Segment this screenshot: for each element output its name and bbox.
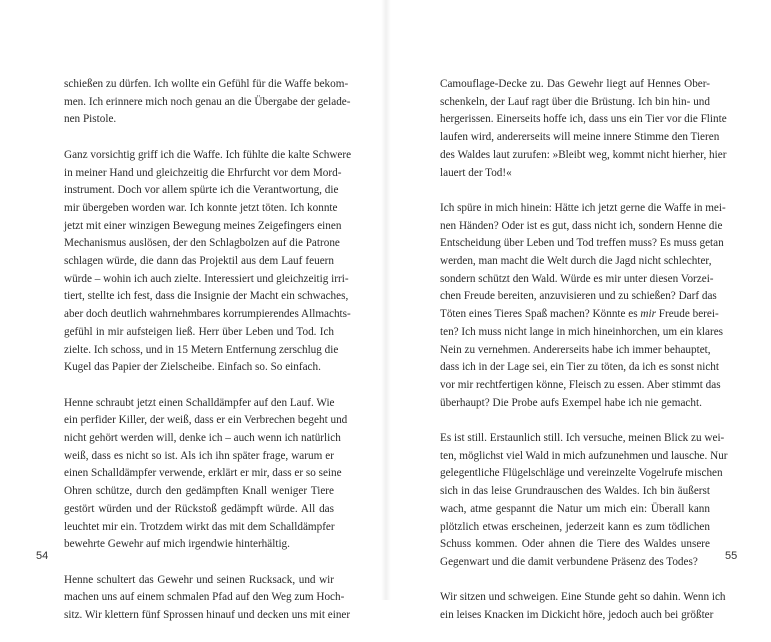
text-line: Es ist still. Erstaunlich still. Ich versuche, meinen Blick zu wei- [440,432,725,445]
text-line: gestört würden und der Rückstoß gedämpft würde. All das [64,502,334,515]
text-line: Kugel das Papier der Zielscheibe. Einfach so. So einfach. [64,361,321,374]
text-line: laufen wird, andererseits will meine innere Stimme den Tieren [440,131,720,144]
text-line: schenkeln, der Lauf ragt über die Brüstung. Ich bin hin- und [440,95,710,108]
text-line: Ich spüre in mich hinein: Hätte ich jetzt gerne die Waffe in mei- [440,201,726,214]
text-line: dass ich in der Lage sei, ein Tier zu töten, da ich es sonst nicht [440,361,720,374]
text-line: weiß, dass es nicht so ist. Als ich ihn später frage, warum er [64,449,334,462]
text-line: Camouflage-Decke zu. Das Gewehr liegt auf Hennes Ober- [440,78,710,90]
text-line: Nein zu vernehmen. Andererseits habe ich immer behauptet, [440,343,711,356]
text-line: Henne schultert das Gewehr und seinen Rucksack, und wir [64,573,334,586]
right-page-text [440,76,728,642]
text-line: Gegenwart und die damit verbundene Präsenz des Todes? [440,555,698,568]
text-line: sich in das leise Grundrauschen des Waldes. Ich bin äußerst [440,485,710,498]
text-line: gefühl in mir aufsteigen ließ. Herr über Leben und Tod. Ich [64,325,334,338]
text-line: Mechanismus auslösen, der den Schlagbolzen auf die Patrone [64,237,340,250]
paragraph [64,147,352,377]
text-line: nicht gehört werden will, denke ich – auch wenn ich natürlich [64,432,341,445]
text-line: des Waldes laut zurufen: »Bleibt weg, kommt nicht hierher, hier [440,148,727,161]
text-line: Henne schraubt jetzt einen Schalldämpfer auf den Lauf. Wie [64,396,335,409]
text-line: in meiner Hand und gleichzeitig die Ehrfurcht vor dem Mord- [64,166,342,179]
text-line: ein perfider Killer, der weiß, dass er ein Verbrechen begeht und [64,414,348,427]
paragraph [440,76,727,182]
text-line: lauert der Tod!« [440,166,512,179]
paragraph [64,572,351,625]
text-line: Entscheidung über Leben und Tod treffen muss? Es muss getan [440,237,724,250]
text-line: tiert, stellte ich fest, dass die Insignie der Macht ein schwaches, [64,290,349,303]
text-line: würde – wohin ich auch zielte. Interessiert und gleichzeitig irri- [64,272,349,285]
text-line: sondern schützt den Wald. Würde es mir unter diesen Vorzei- [440,272,714,285]
text-line: bewehrte Gewehr auf mich irgendwie hinterhältig. [64,538,290,551]
text-line: wach, atme gespannt die Natur um mich ein: Überall kann [440,502,710,515]
text-line: nen Pistole. [64,113,117,126]
text-line: Ohren schütze, durch den gedämpften Knall weniger Tiere [64,485,334,498]
text-line: leuchtet mir ein. Trotzdem wirkt das mit dem Schalldämpfer [64,520,335,533]
left-page-number: 54 [36,550,49,562]
text-line: ein leises Knacken im Dickicht höre, jedoch auch bei größter [440,609,714,622]
text-line: mir übergeben worden war. Ich konnte jetzt töten. Ich konnte [64,201,338,214]
text-line: vor mir rechtfertigen könne, Fleisch zu essen. Aber stimmt das [440,378,721,391]
paragraph [440,589,726,624]
text-line: einen Schalldämpfer verwende, erklärt er mir, dass er so seine [64,467,342,480]
paragraph [64,76,351,129]
text-line: men. Ich erinnere mich noch genau an die Übergabe der gelade- [64,95,351,108]
paragraph [440,430,728,572]
left-page-text [64,76,352,642]
text-line: Wir sitzen und schweigen. Eine Stunde geht so dahin. Wenn ich [440,591,726,604]
paragraph [64,395,348,554]
left-page [0,0,385,622]
text-line: hergerissen. Einerseits hoffe ich, dass uns ein Tier vor die Flinte [440,113,727,126]
text-line: machen uns auf einem schmalen Pfad auf den Weg zum Hoch- [64,591,345,604]
text-line: instrument. Doch vor allem spürte ich die Verantwortung, die [64,184,339,197]
text-line: zielte. Ich schoss, und in 15 Metern Entfernung zerschlug die [64,343,339,356]
text-line: ten, möglichst viel Wald in mich aufzunehmen und lausche. Nur [440,449,728,462]
text-line: aber doch deutlich wahrnehmbares korrumpierendes Allmachts- [64,308,351,321]
right-page [386,0,771,622]
text-line: chen Freude bereiten, anzuvisieren und zu schießen? Darf das [440,290,717,303]
text-line: Ganz vorsichtig griff ich die Waffe. Ich fühlte die kalte Schwere [64,148,352,161]
right-page-number: 55 [725,550,738,562]
text-line: plötzlich etwas erscheinen, jederzeit kann es zum tödlichen [440,520,710,533]
text-line: nen Händen? Oder ist es gut, dass nicht ich, sondern Henne die [440,219,723,232]
text-line: schießen zu dürfen. Ich wollte ein Gefühl für die Waffe bekom- [64,78,349,90]
paragraph [440,200,726,412]
text-line: ten? Ich muss nicht lange in mich hineinhorchen, um ein klares [440,325,724,338]
text-line: Töten eines Tieres Spaß machen? Könnte es mir Freude berei- [440,308,719,321]
text-line: jetzt mit einer winzigen Bewegung meines Zeigefingers einen [64,219,342,232]
text-line: gelegentliche Flügelschläge und vereinzelte Vogelrufe mischen [440,467,723,480]
text-line: sitz. Wir klettern fünf Sprossen hinauf und decken uns mit einer [64,609,351,622]
text-line: werden, man macht die Welt durch die Jagd nicht schlechter, [440,255,712,268]
text-line: schlagen würde, die dann das Projektil aus dem Lauf feuern [64,255,334,268]
text-line: Schuss kommen. Oder ahnen die Tiere des Waldes unsere [440,538,710,551]
text-line: überhaupt? Die Probe aufs Exempel habe ich nie gemacht. [440,396,702,409]
